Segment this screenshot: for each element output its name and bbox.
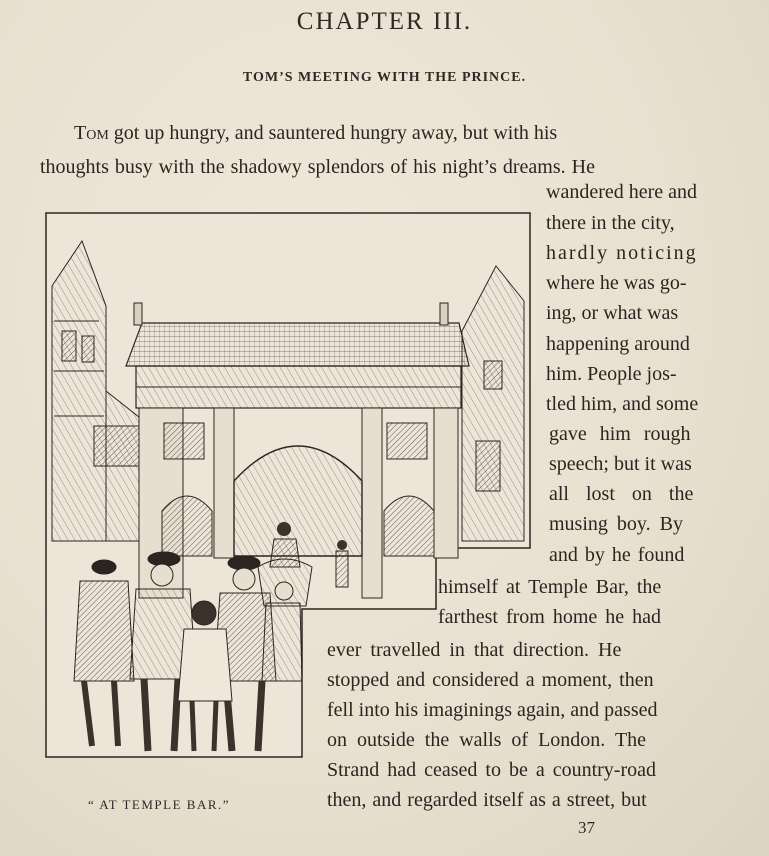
body-line: gave him rough — [549, 423, 691, 445]
illustration-caption: “ AT TEMPLE BAR.” — [88, 797, 231, 812]
body-line: thoughts busy with the shadowy splendors of his night’s dreams. He — [40, 156, 595, 178]
page-number: 37 — [578, 818, 595, 837]
body-line: stopped and considered a moment, then — [327, 669, 654, 691]
body-line: there in the city, — [546, 212, 675, 234]
body-line: tled him, and some — [546, 393, 699, 415]
body-line: all lost on the — [549, 483, 694, 505]
chapter-heading: CHAPTER III. — [296, 8, 473, 35]
body-line: ing, or what was — [546, 302, 679, 324]
body-line: fell into his imaginings again, and passed — [327, 699, 658, 721]
body-line: wandered here and — [546, 181, 698, 203]
body-line: and by he found — [549, 544, 685, 566]
body-line: hardly noticing — [546, 242, 698, 264]
body-line: musing boy. By — [549, 513, 683, 535]
body-line: him. People jos- — [546, 363, 677, 385]
body-line: then, and regarded itself as a street, but — [327, 789, 647, 811]
drop-word: Tom — [74, 122, 109, 144]
body-line: on outside the walls of London. The — [327, 729, 647, 751]
body-line: farthest from home he had — [438, 606, 662, 628]
body-line: where he was go- — [546, 272, 687, 294]
body-line: Strand had ceased to be a country-road — [327, 759, 656, 781]
body-line: speech; but it was — [549, 453, 692, 475]
body-line: ever travelled in that direction. He — [327, 639, 622, 661]
body-line: himself at Temple Bar, the — [438, 576, 662, 598]
temple-bar-illustration — [44, 211, 531, 759]
body-line: happening around — [546, 333, 690, 355]
body-line: Tom got up hungry, and sauntered hungry away, but with his — [74, 122, 558, 144]
chapter-title: TOM’S MEETING WITH THE PRINCE. — [242, 70, 527, 85]
